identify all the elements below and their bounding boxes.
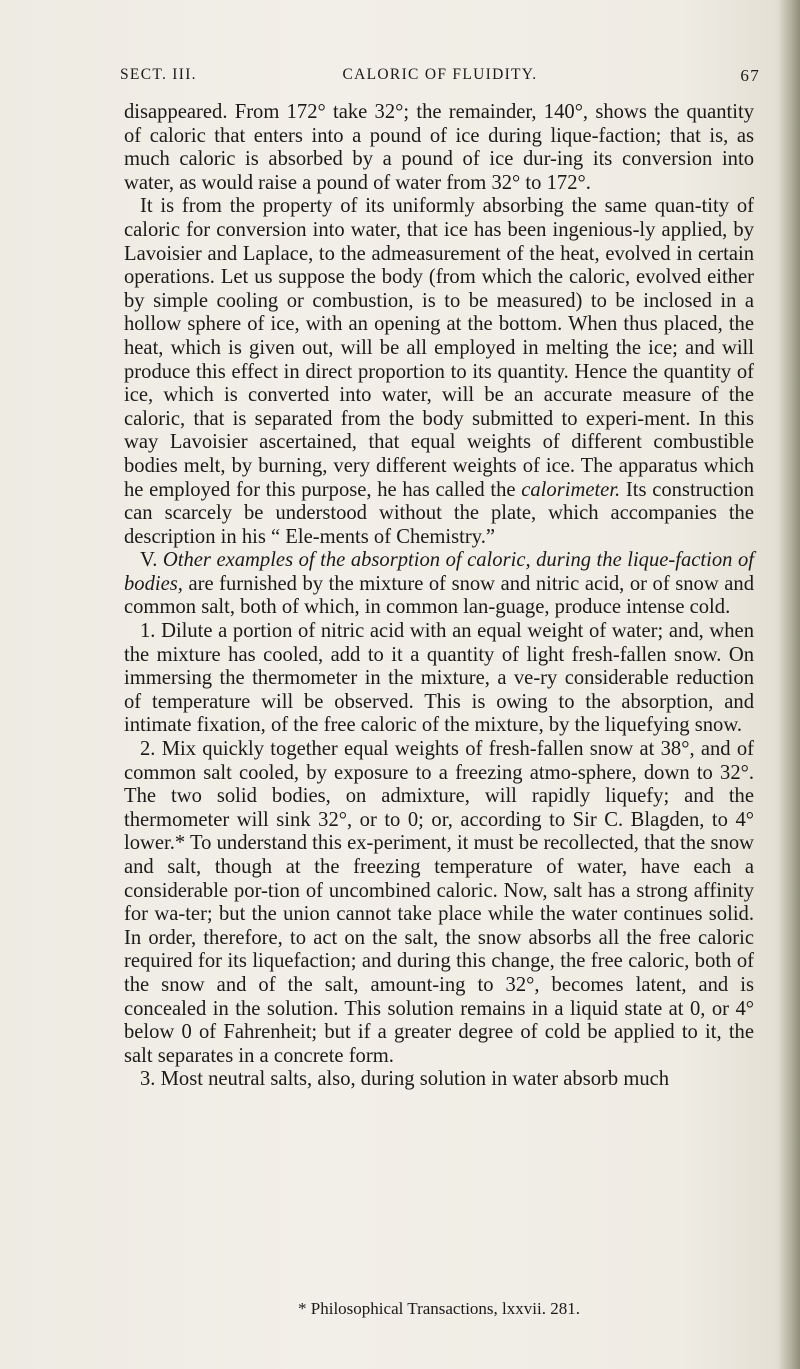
text-run: are furnished by the mixture of snow and nitric acid, or of snow and common salt, both of which, in common lan-guage, produce intense cold. — [124, 572, 754, 619]
paragraph: disappeared. From 172° take 32°; the remainder, 140°, shows the quantity of caloric that enters into a pound of ice during lique-faction; that is, as much caloric is absorbed by a pound of ice dur-ing its conversion into water, as would raise a pound of water from 32° to 172°. — [124, 101, 754, 194]
paragraph: 2. Mix quickly together equal weights of fresh-fallen snow at 38°, and of common salt cooled, by exposure to a freezing atmo-sphere, down to 32°. The two solid bodies, on admixture, will rapidly liquefy; and the thermometer will sink 32°, or to 0; or, according to Sir C. Blagden, to 4° lower.* To understand this ex-periment, it must be recollected, that the snow and salt, though at the freezing temperature of water, have each a considerable por-tion of uncombined caloric. Now, salt has a strong affinity for wa-ter; but the union cannot take place while the water continues solid. In order, therefore, to act on the salt, the snow absorbs all the free caloric required for its liquefaction; and during this change, the free caloric, both of the snow and of the salt, amount-ing to 32°, becomes latent, and is concealed in the solution. This solution remains in a liquid state at 0, or 4° below 0 of Fahrenheit; but if a greater degree of cold be applied to it, the salt separates in a concrete form. — [124, 738, 754, 1067]
paragraph — [124, 549, 754, 620]
page-edge-shadow — [778, 0, 800, 1369]
section-numeral: V. — [140, 549, 158, 572]
paragraph: 1. Dilute a portion of nitric acid with an equal weight of water; and, when the mixture has cooled, add to it a quantity of light fresh-fallen snow. On immersing the thermometer in the mixture, a ve-ry considerable reduction of temperature will be observed. This is owing to the absorption, and intimate fixation, of the free caloric of the mixture, by the liquefying snow. — [124, 620, 754, 737]
paragraph: 3. Most neutral salts, also, during solution in water absorb much — [140, 1068, 670, 1091]
text-run: It is from the property of its uniformly absorbing the same quan-tity of caloric for conversion into water, that ice has been ingenious-ly applied, by Lavoisier and Laplace, to the admeasurement of the heat, evolved in certain operations. Let us suppose the body (from which the caloric, evolved either by simple cooling or combustion, is to be measured) to be inclosed in a hollow sphere of ice, with an opening at the bottom. When thus placed, the heat, which is given out, will be all employed in melting the ice; and will produce this effect in direct proportion to its quantity. Hence the quantity of ice, which is converted into water, will be an accurate measure of the caloric, that is separated from the body submitted to experi-ment. In this way Lavoisier ascertained, that equal weights of different combustible bodies melt, by burning, very different weights of ice. The apparatus which he employed for this purpose, he has called the — [124, 195, 754, 501]
text-run: Its construction can scarcely be understood without the plate, which accompanies the description in his “ Ele-ments of Chemistry.” — [124, 478, 754, 548]
header-section: SECT. III. — [120, 66, 197, 83]
running-header — [120, 66, 760, 92]
italic-term: calorimeter. — [521, 478, 621, 501]
italic-heading: Other examples of the absorption of caloric, during the lique-faction of bodies, — [124, 549, 754, 595]
header-title: CALORIC OF FLUIDITY. — [342, 66, 538, 83]
footnote: * Philosophical Transactions, lxxvii. 281. — [298, 1299, 580, 1318]
body-text — [124, 101, 754, 1092]
paragraph — [124, 195, 754, 549]
page-number: 67 — [740, 66, 760, 85]
